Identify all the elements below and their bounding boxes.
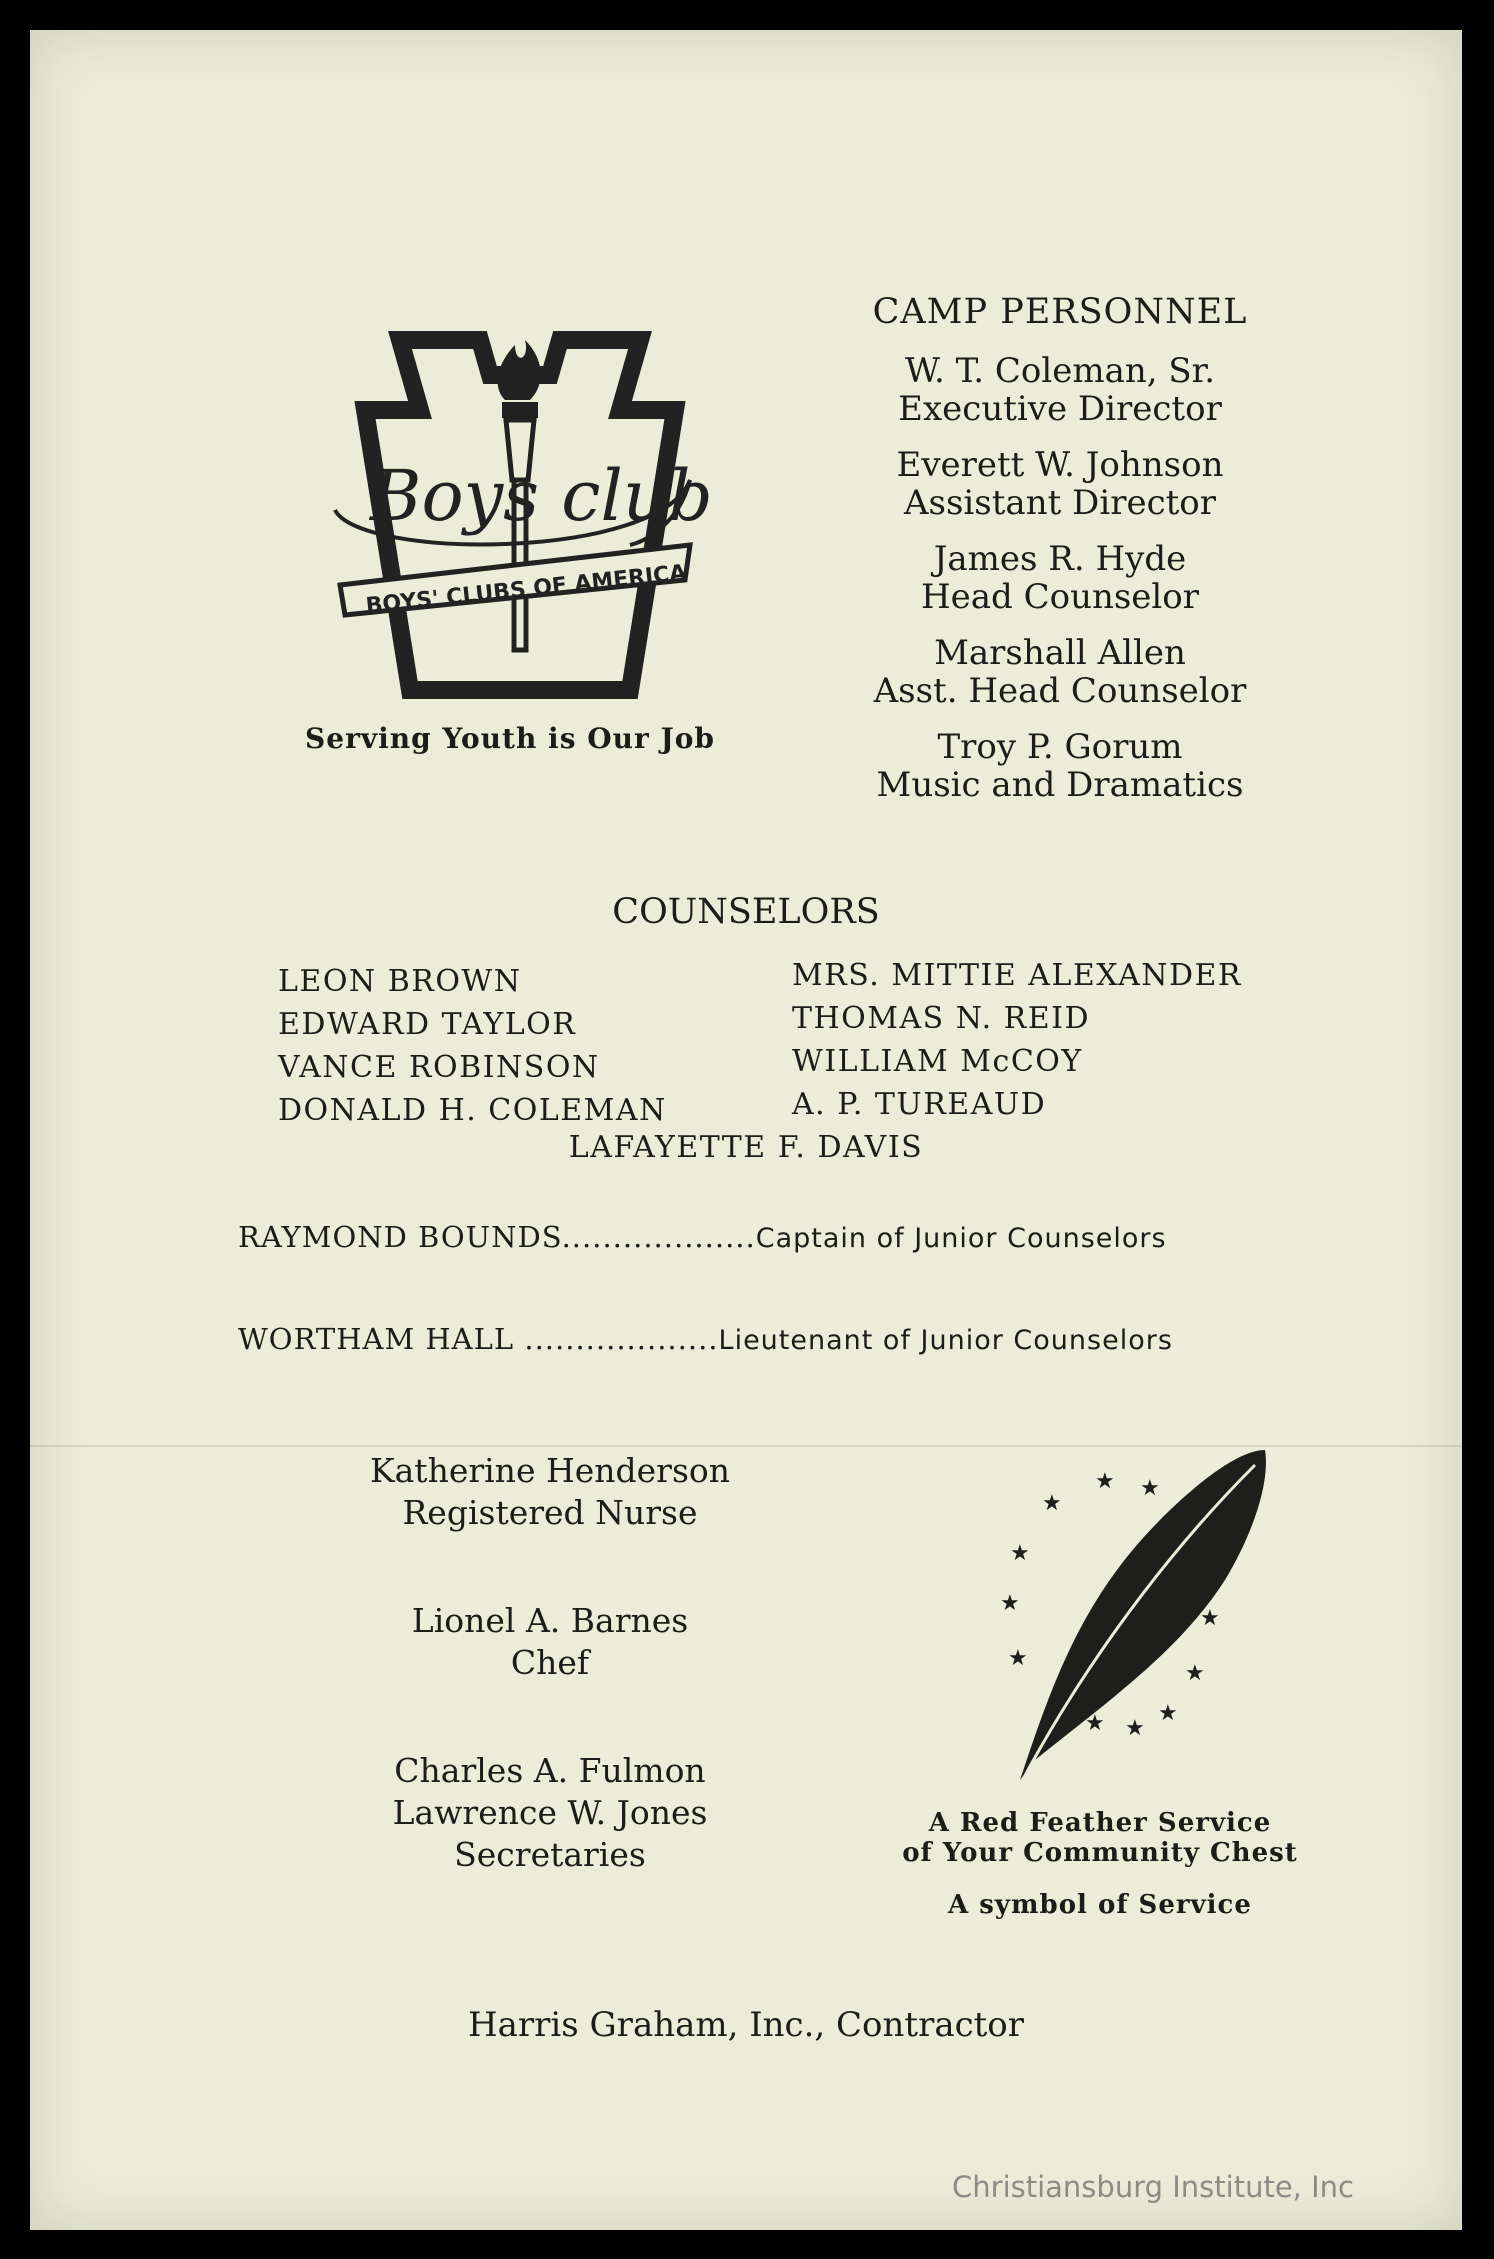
svg-text:★: ★: [1010, 1541, 1030, 1566]
red-feather-text: [870, 1808, 1330, 1868]
svg-text:★: ★: [1095, 1469, 1115, 1494]
staff-entry-nurse: [330, 1450, 770, 1534]
red-feather-symbol: A symbol of Service: [948, 1890, 1252, 1920]
program-page: [30, 30, 1462, 2230]
staff-entry-chef: [330, 1600, 770, 1684]
personnel-name: Everett W. Johnson: [896, 445, 1224, 485]
counselor-name: MRS. MITTIE ALEXANDER: [792, 958, 1243, 993]
counselor-name: DONALD H. COLEMAN: [278, 1093, 667, 1128]
personnel-name: James R. Hyde: [933, 539, 1187, 579]
camp-personnel-section: [830, 292, 1290, 822]
counselor-name: LEON BROWN: [278, 964, 522, 999]
svg-text:★: ★: [1200, 1606, 1220, 1631]
personnel-name: Troy P. Gorum: [937, 727, 1183, 767]
svg-text:★: ★: [1042, 1491, 1062, 1516]
svg-text:★: ★: [1190, 1551, 1210, 1576]
personnel-name: Marshall Allen: [934, 633, 1186, 673]
personnel-name: W. T. Coleman, Sr.: [904, 351, 1216, 391]
counselor-name: EDWARD TAYLOR: [278, 1007, 577, 1042]
junior-role-row: [238, 1220, 1348, 1254]
svg-text:★: ★: [1000, 1591, 1020, 1616]
personnel-entry: [830, 728, 1290, 804]
staff-line: Charles A. Fulmon: [394, 1751, 706, 1790]
counselor-name: A. P. TUREAUD: [792, 1087, 1047, 1122]
svg-text:★: ★: [1185, 1661, 1205, 1686]
feather-with-stars-icon: [960, 1440, 1280, 1800]
counselor-name: VANCE ROBINSON: [278, 1050, 600, 1085]
counselor-name: THOMAS N. REID: [792, 1001, 1091, 1036]
logo-script-text: Boys club: [370, 455, 710, 537]
archive-watermark: Christiansburg Institute, Inc: [952, 2170, 1354, 2204]
personnel-role: Assistant Director: [903, 483, 1216, 523]
junior-role-name: RAYMOND BOUNDS: [238, 1220, 562, 1254]
svg-text:★: ★: [1140, 1476, 1160, 1501]
personnel-entry: [830, 446, 1290, 522]
logo-caption: Serving Youth is Our Job: [305, 722, 715, 755]
counselors-left-column: [278, 960, 667, 1132]
personnel-role: Head Counselor: [920, 577, 1200, 617]
personnel-role: Executive Director: [898, 389, 1222, 429]
svg-text:★: ★: [1008, 1646, 1028, 1671]
staff-line: Katherine Henderson: [369, 1451, 731, 1490]
camp-personnel-heading: CAMP PERSONNEL: [872, 292, 1248, 332]
staff-entry-secretaries: [330, 1750, 770, 1876]
personnel-entry: [830, 540, 1290, 616]
personnel-entry: [830, 352, 1290, 428]
junior-role-name: WORTHAM HALL: [238, 1322, 525, 1356]
counselor-name: WILLIAM McCOY: [792, 1044, 1083, 1079]
staff-line: Lionel A. Barnes: [411, 1601, 689, 1640]
staff-line: Secretaries: [454, 1835, 646, 1874]
staff-line: Registered Nurse: [402, 1493, 698, 1532]
svg-text:★: ★: [1158, 1701, 1178, 1726]
personnel-role: Music and Dramatics: [876, 765, 1244, 805]
counselor-name-center: LAFAYETTE F. DAVIS: [568, 1130, 924, 1165]
keystone-torch-icon: [330, 330, 710, 710]
leader-dots: ...................: [561, 1220, 756, 1254]
contractor-line: Harris Graham, Inc., Contractor: [467, 2005, 1025, 2045]
red-feather-line2: of Your Community Chest: [902, 1838, 1298, 1868]
svg-text:★: ★: [1085, 1711, 1105, 1736]
svg-text:★: ★: [1125, 1716, 1145, 1741]
leader-dots: ...................: [524, 1322, 719, 1356]
junior-role-title: Captain of Junior Counselors: [755, 1223, 1167, 1254]
staff-line: Chef: [510, 1643, 590, 1682]
personnel-entry: [830, 634, 1290, 710]
junior-role-title: Lieutenant of Junior Counselors: [718, 1325, 1173, 1356]
staff-line: Lawrence W. Jones: [392, 1793, 708, 1832]
logo-banner-text: BOYS' CLUBS OF AMERICA: [364, 560, 688, 620]
junior-role-row: [238, 1322, 1348, 1356]
boys-club-logo: [330, 330, 710, 710]
red-feather-line1: A Red Feather Service: [928, 1808, 1272, 1838]
personnel-role: Asst. Head Counselor: [873, 671, 1247, 711]
red-feather-emblem: [960, 1440, 1280, 1800]
counselors-right-column: [792, 954, 1242, 1126]
counselors-heading: COUNSELORS: [612, 892, 880, 932]
